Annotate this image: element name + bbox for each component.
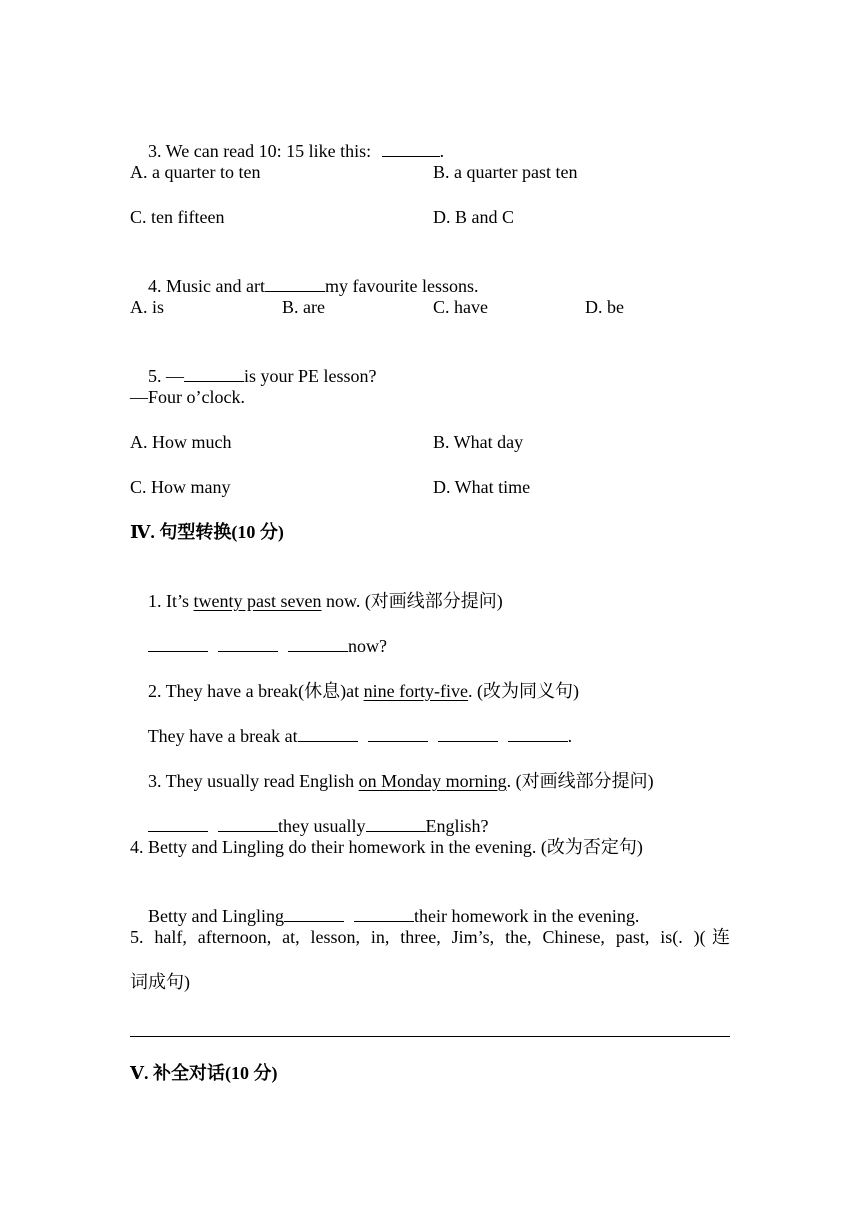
answer-blank[interactable] <box>184 365 244 382</box>
question-4-pre: 4. Music and art <box>148 276 265 296</box>
answer-line[interactable] <box>130 1036 730 1037</box>
answer-tail: . <box>567 726 573 746</box>
answer-middle: they usually <box>278 816 366 836</box>
answer-tail: their homework in the evening. <box>413 906 640 926</box>
option-a: A. How much <box>130 432 232 452</box>
answer-blank[interactable] <box>298 725 358 742</box>
answer-blank[interactable] <box>148 815 208 832</box>
answer-blank[interactable] <box>354 905 414 922</box>
question-5-pre: 5. — <box>148 366 184 386</box>
section-5-heading: Ⅴ. 补全对话(10 分) <box>130 1063 278 1083</box>
option-d: D. B and C <box>433 207 514 227</box>
underlined-phrase: nine forty-five <box>363 681 469 701</box>
item-text: 1. It’s <box>148 591 194 611</box>
section-4-heading: Ⅳ. 句型转换(10 分) <box>130 522 284 542</box>
option-a: A. is <box>130 297 165 317</box>
item-instruction: . (对画线部分提问) <box>506 771 654 791</box>
answer-blank[interactable] <box>218 815 278 832</box>
transform-item-5-line-2: 词成句) <box>130 972 190 992</box>
answer-blank[interactable] <box>265 275 325 292</box>
item-instruction: now. (对画线部分提问) <box>321 591 503 611</box>
option-b: B. a quarter past ten <box>433 162 578 182</box>
transform-item-5-line-1: 5. half, afternoon, at, lesson, in, three, Jim’s, the, Chinese, past, is(. )(连 <box>130 927 730 947</box>
answer-blank[interactable] <box>438 725 498 742</box>
answer-tail: now? <box>348 636 387 656</box>
answer-blank[interactable] <box>368 725 428 742</box>
item-instruction: . (改为同义句) <box>468 681 580 701</box>
answer-tail: English? <box>425 816 489 836</box>
option-d: D. be <box>585 297 624 317</box>
answer-lead: Betty and Lingling <box>148 906 284 926</box>
option-b: B. are <box>282 297 325 317</box>
answer-lead: They have a break at <box>147 726 298 746</box>
answer-blank[interactable] <box>148 635 208 652</box>
underlined-phrase: on Monday morning <box>358 771 507 791</box>
question-3-stem: 3. We can read 10: 15 like this: <box>148 141 376 161</box>
question-4-post: my favourite lessons. <box>324 276 479 296</box>
item-text: 3. They usually read English <box>148 771 359 791</box>
transform-item-4: 4. Betty and Lingling do their homework in the evening. (改为否定句) <box>130 837 643 857</box>
option-b: B. What day <box>433 432 524 452</box>
answer-blank[interactable] <box>288 635 348 652</box>
option-c: C. ten fifteen <box>130 207 225 227</box>
option-a: A. a quarter to ten <box>130 162 261 182</box>
question-5-post: is your PE lesson? <box>244 366 377 386</box>
question-3-end: . <box>439 141 445 161</box>
answer-blank[interactable] <box>218 635 278 652</box>
answer-blank[interactable] <box>382 140 440 157</box>
answer-blank[interactable] <box>366 815 426 832</box>
option-c: C. How many <box>130 477 231 497</box>
answer-blank[interactable] <box>508 725 568 742</box>
answer-blank[interactable] <box>284 905 344 922</box>
question-5-answer: —Four o’clock. <box>130 387 245 407</box>
item-text: 2. They have a break(休息)at <box>148 681 364 701</box>
option-c: C. have <box>433 297 488 317</box>
underlined-phrase: twenty past seven <box>193 591 322 611</box>
option-d: D. What time <box>433 477 531 497</box>
